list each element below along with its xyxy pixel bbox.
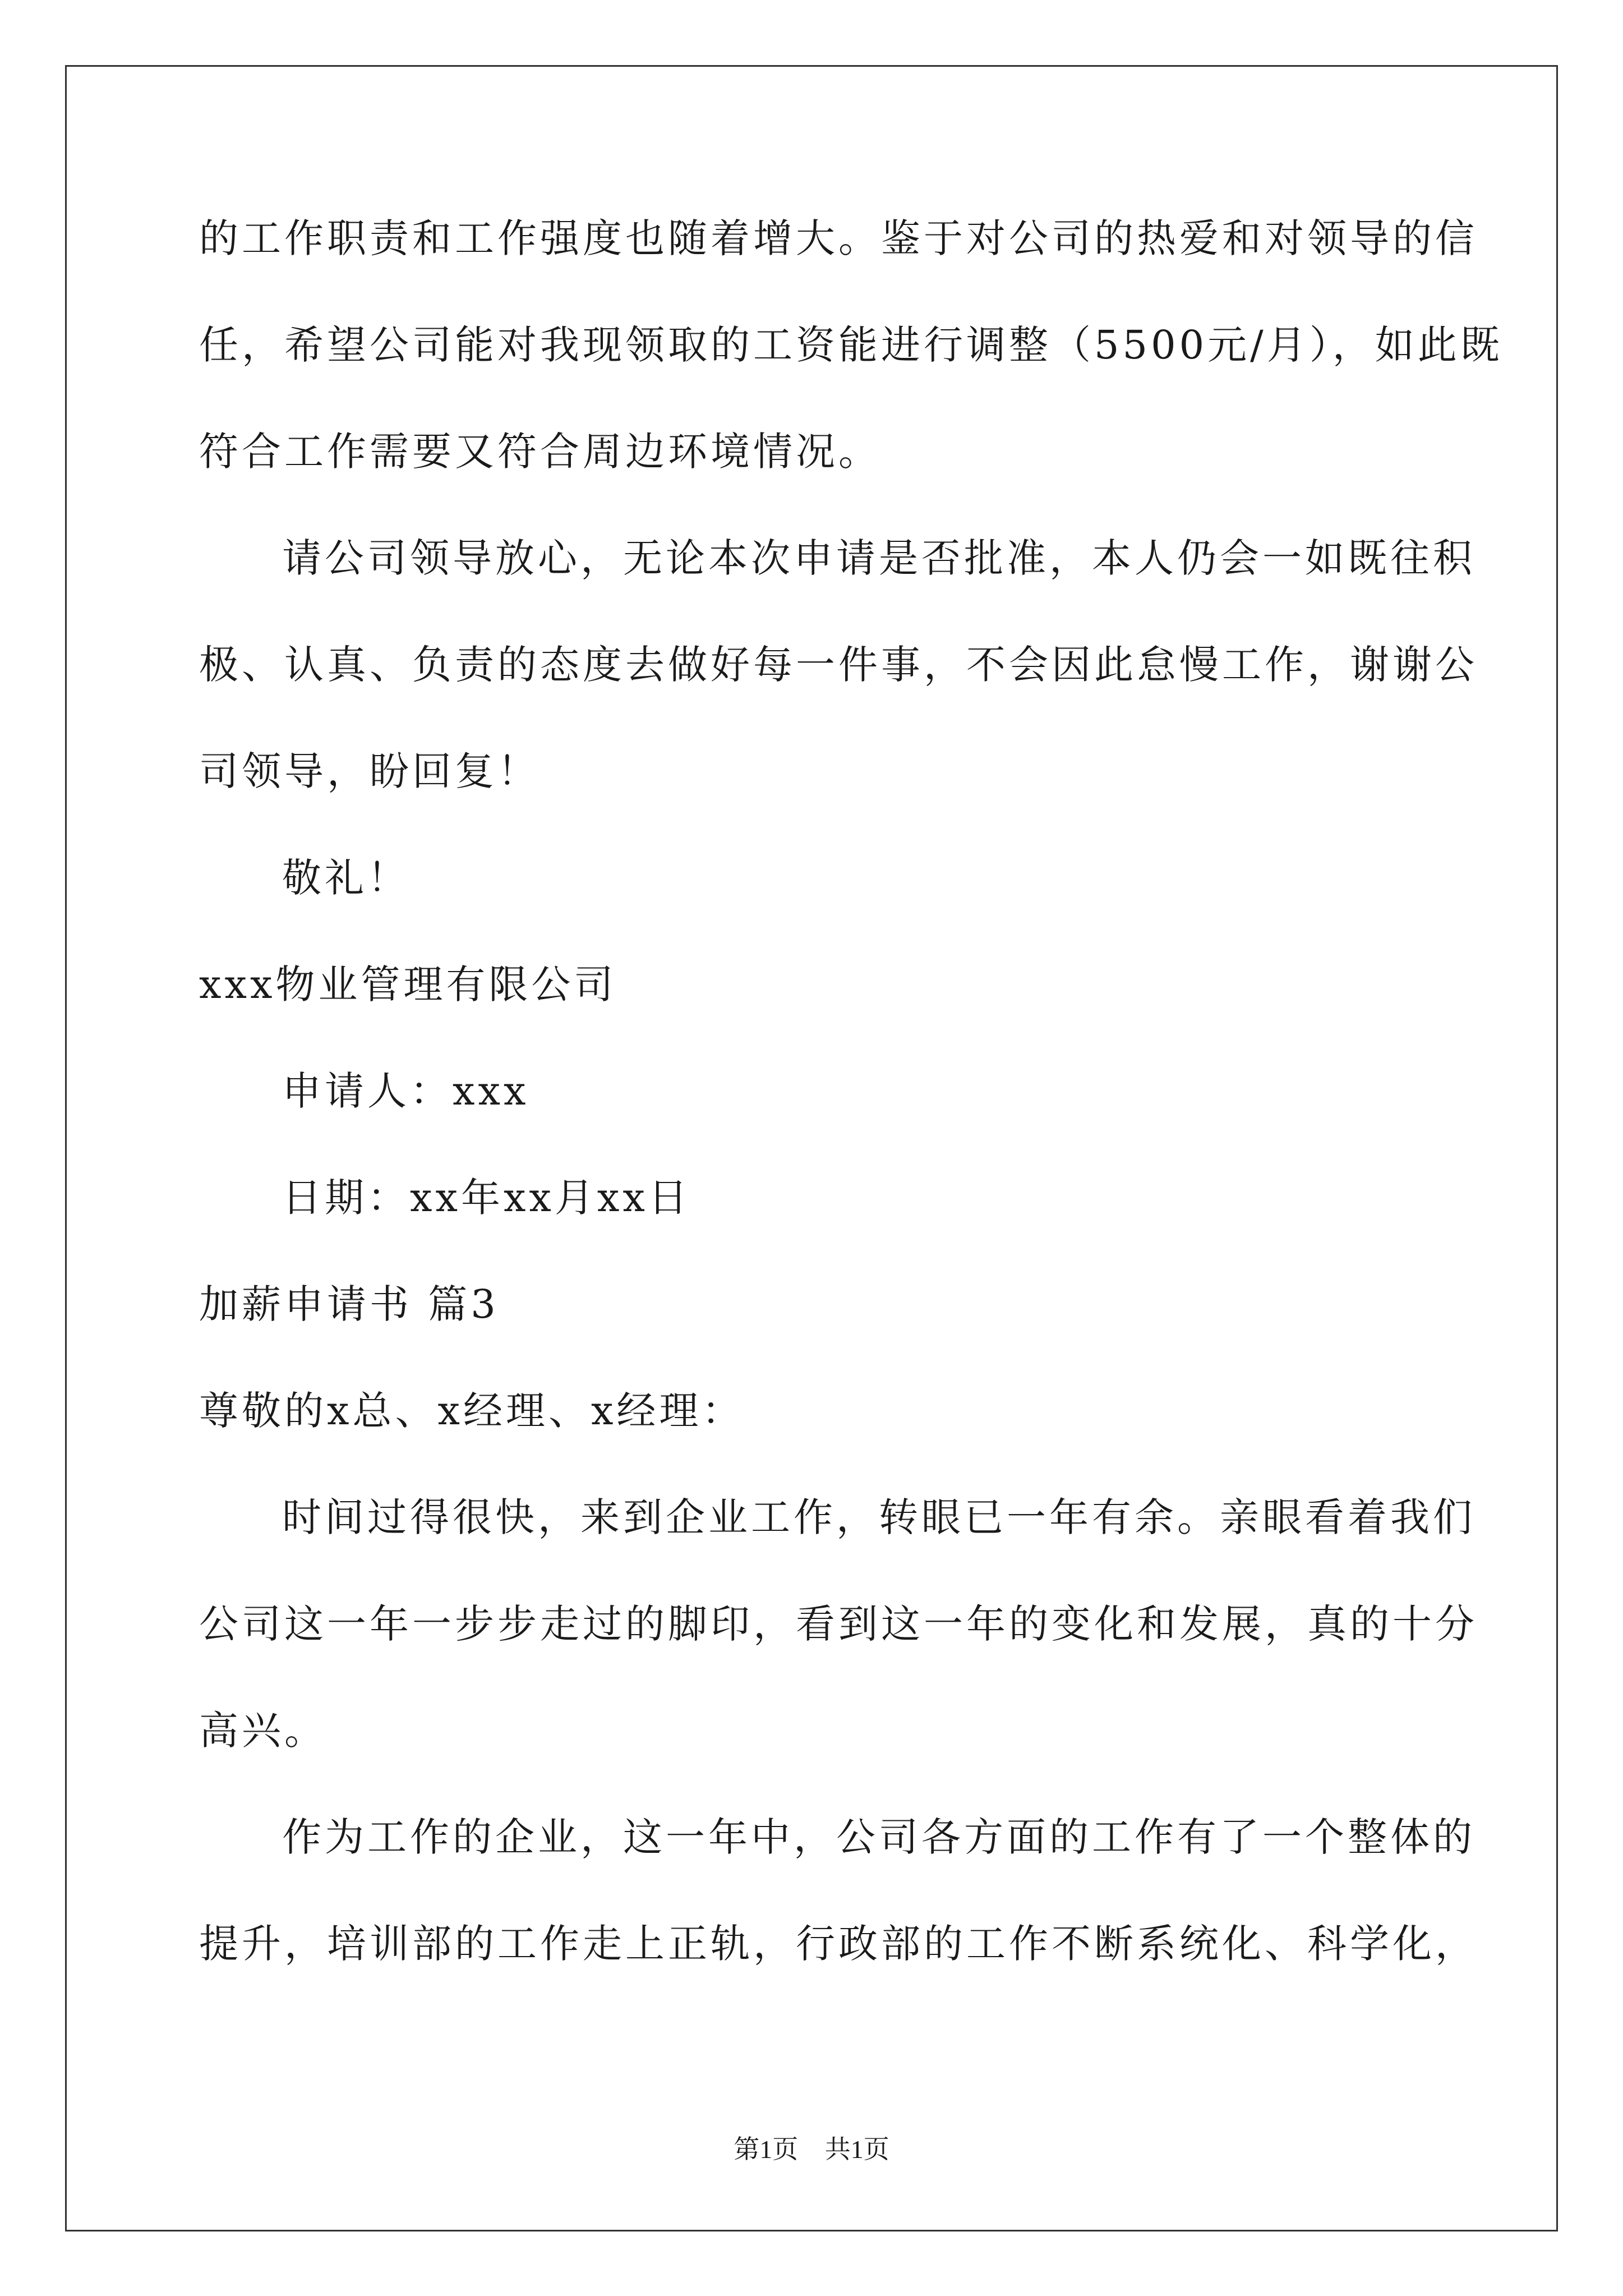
body-line: 提升，培训部的工作走上正轨，行政部的工作不断系统化、科学化， (199, 1921, 1478, 1967)
page-number: 第1页 (734, 2135, 799, 2164)
company-name: xxx物业管理有限公司 (199, 961, 617, 1007)
paragraph-line: 时间过得很快，来到企业工作，转眼已一年有余。亲眼看着我们 (282, 1494, 1476, 1540)
body-line: 极、认真、负责的态度去做好每一件事，不会因此怠慢工作，谢谢公 (199, 642, 1478, 688)
body-line: 公司这一年一步步走过的脚印，看到这一年的变化和发展，真的十分 (199, 1601, 1478, 1647)
section-title: 加薪申请书 篇3 (199, 1281, 499, 1327)
closing-salutation: 敬礼！ (282, 855, 410, 901)
body-line: 的工作职责和工作强度也随着增大。鉴于对公司的热爱和对领导的信 (199, 215, 1478, 261)
greeting-line: 尊敬的x总、x经理、x经理： (199, 1388, 745, 1434)
date-line: 日期：xx年xx月xx日 (282, 1175, 691, 1221)
page-total: 共1页 (824, 2135, 889, 2164)
body-line: 高兴。 (199, 1708, 327, 1754)
body-line: 符合工作需要又符合周边环境情况。 (199, 429, 881, 475)
body-line: 司领导，盼回复！ (199, 748, 540, 794)
applicant-line: 申请人：xxx (282, 1068, 529, 1114)
document-body (199, 185, 1503, 1997)
paragraph-line: 请公司领导放心，无论本次申请是否批准，本人仍会一如既往积 (282, 535, 1476, 581)
body-line: 任，希望公司能对我现领取的工资能进行调整（5500元/月），如此既 (199, 322, 1503, 368)
paragraph-line: 作为工作的企业，这一年中，公司各方面的工作有了一个整体的 (282, 1814, 1476, 1860)
page-footer (0, 2129, 1623, 2166)
